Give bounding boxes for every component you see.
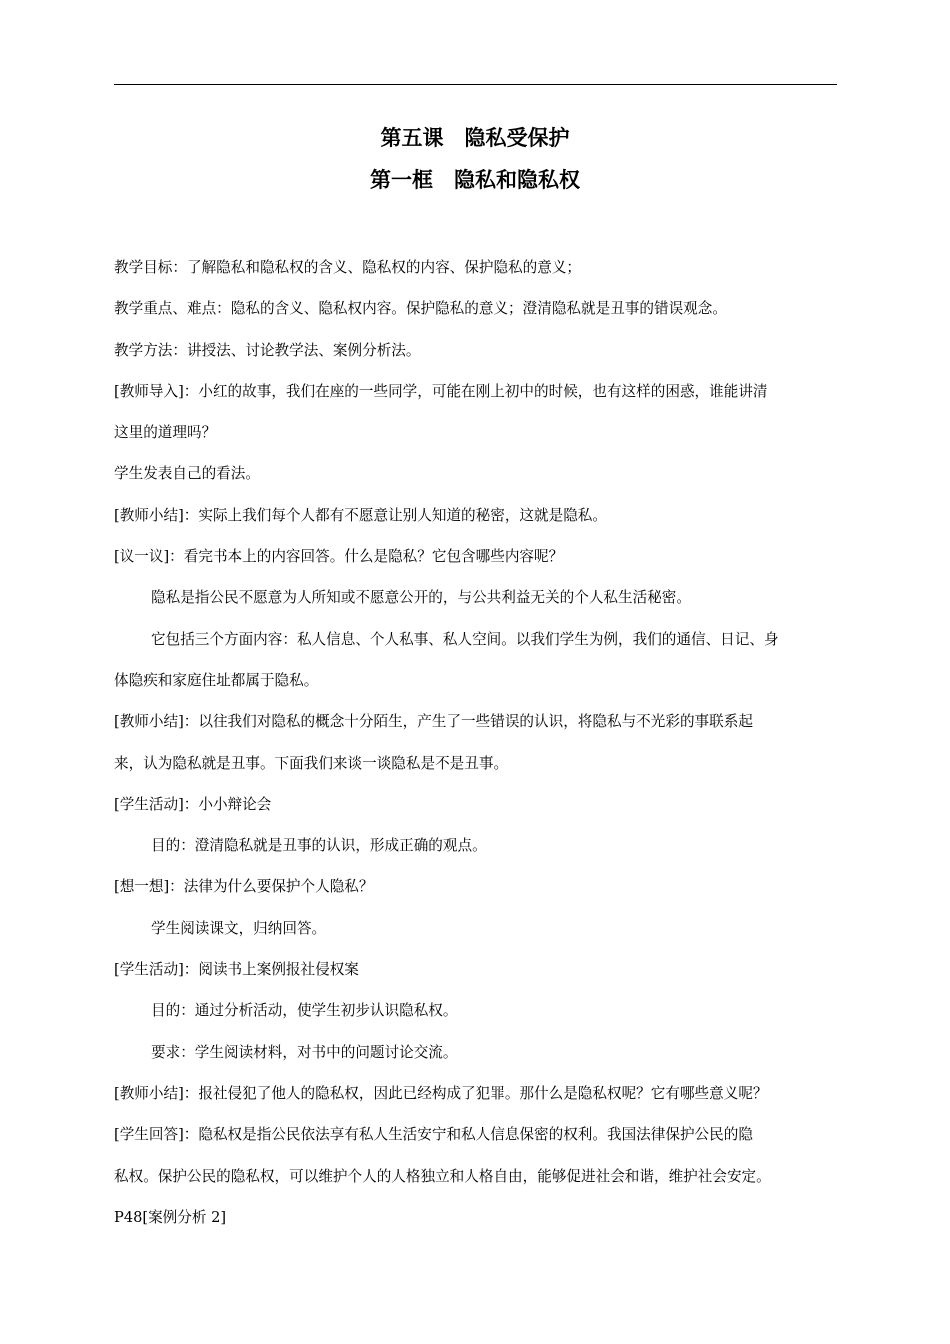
- document-line: [学生回答]：隐私权是指公民依法享有私人生活安宁和私人信息保密的权利。我国法律保护公民的隐: [114, 1126, 753, 1144]
- document-line: 它包括三个方面内容：私人信息、个人私事、私人空间。以我们学生为例，我们的通信、日记、身: [151, 630, 779, 648]
- document-body: [114, 247, 854, 1238]
- document-line: [教师小结]：以往我们对隐私的概念十分陌生，产生了一些错误的认识，将隐私与不光彩的事联系起: [114, 713, 753, 731]
- document-line: 教学目标：了解隐私和隐私权的含义、隐私权的内容、保护隐私的意义；: [114, 259, 582, 276]
- page-title: 第五课 隐私受保护: [380, 126, 570, 150]
- document-line: P48[案例分析 2]: [114, 1208, 227, 1226]
- document-line: [教师小结]：报社侵犯了他人的隐私权，因此已经构成了犯罪。那什么是隐私权呢？它有哪些意义呢？: [114, 1084, 768, 1102]
- document-line: 学生阅读课文，归纳回答。: [151, 919, 327, 937]
- document-line: 这里的道理吗？: [114, 424, 217, 442]
- document-line: 要求：学生阅读材料，对书中的问题讨论交流。: [151, 1043, 458, 1061]
- document-line: 私权。保护公民的隐私权，可以维护个人的人格独立和人格自由，能够促进社会和谐，维护社会安定。: [114, 1167, 771, 1185]
- document-line: 体隐疾和家庭住址都属于隐私。: [114, 671, 319, 689]
- document-line: 隐私是指公民不愿意为人所知或不愿意公开的，与公共利益无关的个人私生活秘密。: [151, 589, 691, 607]
- document-line: 学生发表自己的看法。: [114, 465, 260, 483]
- document-line: [议一议]：看完书本上的内容回答。什么是隐私？它包含哪些内容呢？: [114, 548, 564, 566]
- document-line: 目的：通过分析活动，使学生初步认识隐私权。: [151, 1002, 458, 1020]
- header-rule: [114, 84, 837, 85]
- document-line: [学生活动]：阅读书上案例报社侵权案: [114, 961, 359, 979]
- document-line: 目的：澄清隐私就是丑事的认识，形成正确的观点。: [151, 837, 487, 855]
- document-line: 来，认为隐私就是丑事。下面我们来谈一谈隐私是不是丑事。: [114, 754, 509, 772]
- document-line: 教学方法：讲授法、讨论教学法、案例分析法。: [114, 341, 421, 359]
- document-line: [教师小结]：实际上我们每个人都有不愿意让别人知道的秘密，这就是隐私。: [114, 506, 607, 524]
- document-line: 教学重点、难点：隐私的含义、隐私权内容。保护隐私的意义；澄清隐私就是丑事的错误观念。: [114, 300, 727, 318]
- document-line: [教师导入]：小红的故事，我们在座的一些同学，可能在刚上初中的时候，也有这样的困惑，谁能讲清: [114, 382, 768, 400]
- document-line: [学生活动]：小小辩论会: [114, 795, 272, 813]
- page-subtitle: 第一框 隐私和隐私权: [370, 168, 580, 192]
- document-line: [想一想]：法律为什么要保护个人隐私？: [114, 878, 374, 896]
